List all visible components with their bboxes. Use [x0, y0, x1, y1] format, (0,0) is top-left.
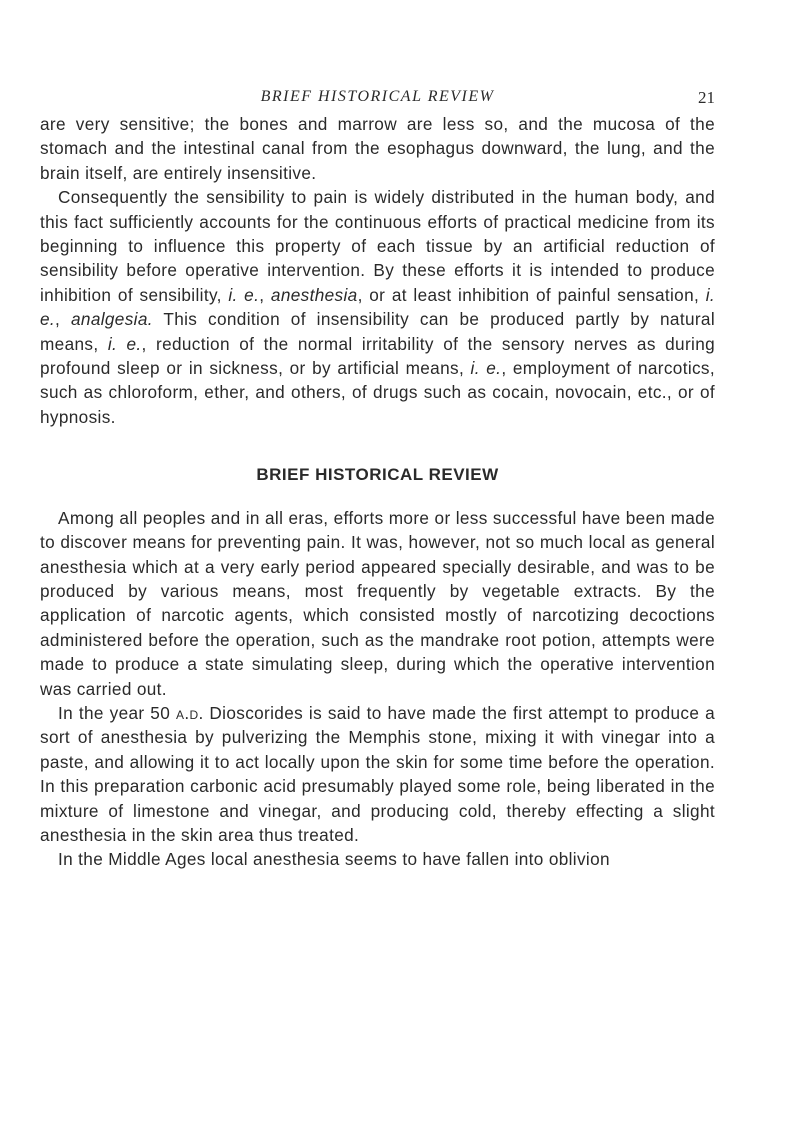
- running-head-title: BRIEF HISTORICAL REVIEW: [260, 88, 495, 105]
- paragraph: are very sensitive; the bones and marrow are less so, and the mucosa of the stomach and the intestinal canal from the esophagus downward, the lung, and the brain itself, are entirely insensitive.: [40, 114, 715, 183]
- paragraph: Among all peoples and in all eras, efforts more or less successful have been made to discover means for preventing pain. It was, however, not so much local as general anesthesia which at a very early period appeared specially desirable, and was to be produced by various means, most frequently by vegetable extracts. By the application of narcotic agents, which consisted mostly of narcotizing decoctions administered before the operation, such as the mandrake root potion, attempts were made to produce a state simulating sleep, during which the operative intervention was carried out.: [40, 507, 715, 699]
- paragraph: Consequently the sensibility to pain is widely distributed in the human body, and this fact sufficiently accounts for the continuous efforts of practical medicine from its beginning to influence this property of each tissue by an artificial reduction of sensibility before operative intervention. By these efforts it is intended to produce inhibition of sensibility, i. e., anesthesia, or at least inhibition of painful sensation, i. e., analgesia. This condition of insensibility can be produced partly by natural means, i. e., reduction of the normal irritability of the sensory nerves as during profound sleep or in sickness, or by artificial means, i. e., employment of narcotics, such as chloroform, ether, and others, of drugs such as cocain, novocain, etc., or of hypnosis.: [40, 187, 716, 427]
- page-body: [40, 112, 715, 872]
- section-heading: BRIEF HISTORICAL REVIEW: [256, 465, 499, 485]
- paragraph: In the year 50 a.d. Dioscorides is said to have made the first attempt to produce a sort of anesthesia by pulverizing the Memphis stone, mixing it with vinegar into a paste, and allowing it to act locally upon the skin for some time before the operation. In this preparation carbonic acid presumably played some role, being liberated in the mixture of limestone and vinegar, and producing cold, thereby effecting a slight anesthesia in the skin area thus treated.: [40, 702, 716, 845]
- paragraph: In the Middle Ages local anesthesia seems to have fallen into oblivion: [58, 849, 610, 870]
- page-number: 21: [698, 88, 715, 107]
- running-head: [40, 88, 715, 114]
